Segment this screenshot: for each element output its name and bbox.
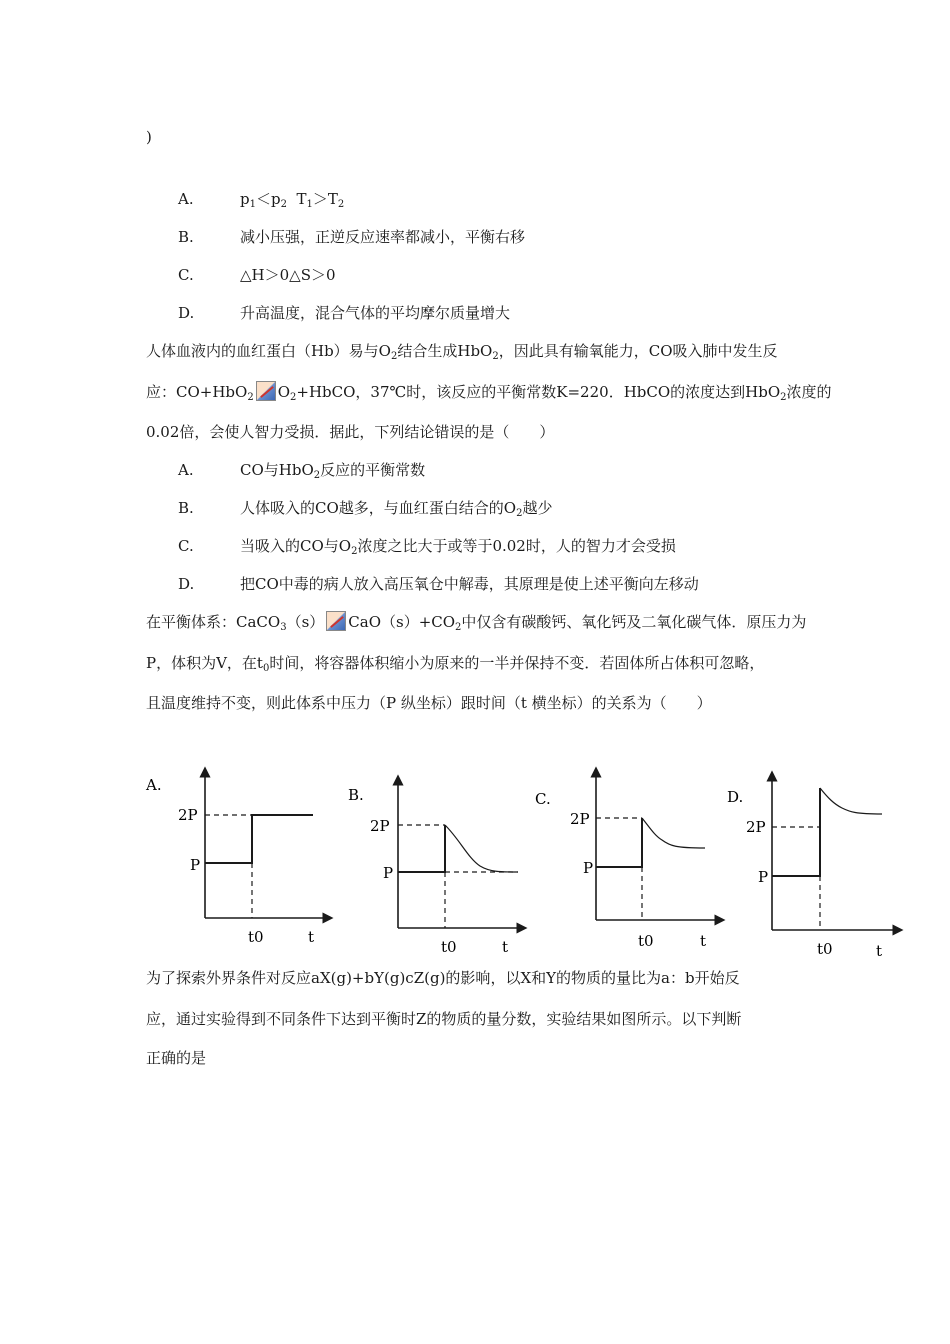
q1-option-c-text: △H＞0△S＞0 <box>240 266 336 284</box>
graph-a-xtick-t0: t0 <box>248 928 264 946</box>
q1-option-a-letter: A. <box>178 190 194 208</box>
graph-d <box>727 776 898 960</box>
q2-option-c-text: 当吸入的CO与$O_2$浓度之比大于或等于0.02时，人的智力才会受损 <box>240 537 676 557</box>
graph-b-decay-curve <box>445 825 518 872</box>
graph-d-label: D. <box>727 788 744 806</box>
graph-b-xtick-t0: t0 <box>441 938 457 956</box>
q2-option-a-letter: A. <box>178 461 194 479</box>
graph-b-xtick-t: t <box>502 938 509 956</box>
graph-d-step <box>772 788 820 876</box>
q3-graphs <box>0 760 950 970</box>
q1-option-d-letter: D. <box>178 304 195 322</box>
q3-stem-line-2: P，体积为V，在$t_0$时间，将容器体积缩小为原来的一半并保持不变．若固体所占体积可忽略， <box>146 654 765 674</box>
q2-stem-line-3: 0.02倍，会使人智力受损．据此，下列结论错误的是（ ） <box>146 423 555 441</box>
graph-a-ytick-p: P <box>190 856 201 874</box>
paren-fragment: ) <box>146 128 152 146</box>
q1-option-c-letter: C. <box>178 266 194 284</box>
graph-a-ytick-2p: 2P <box>178 806 198 824</box>
graph-b-ytick-p: P <box>383 864 394 882</box>
graph-d-decay-curve <box>820 788 882 814</box>
q2-option-c-letter: C. <box>178 537 194 555</box>
graph-a-xtick-t: t <box>308 928 315 946</box>
graph-d-xtick-t0: t0 <box>817 940 833 958</box>
q1-option-b-letter: B. <box>178 228 194 246</box>
graph-d-ytick-2p: 2P <box>746 818 766 836</box>
graph-b-label: B. <box>348 786 364 804</box>
graph-c <box>535 772 720 950</box>
q4-stem-line-2: 应，通过实验得到不同条件下达到平衡时Z的物质的量分数，实验结果如图所示。以下判断 <box>146 1010 742 1028</box>
graph-b-step <box>398 825 445 872</box>
graph-c-decay-curve <box>642 818 705 848</box>
q3-stem-line-3: 且温度维持不变，则此体系中压力（P 纵坐标）跟时间（t 横坐标）的关系为（ ） <box>146 694 712 712</box>
q2-stem-line-2: 应：CO+HbO$_2$ $O_2+HbCO$，37℃时，该反应的平衡常数K=220．HbCO的浓度达到HbO$_2$浓度的 <box>146 383 832 403</box>
graph-c-step <box>596 818 642 867</box>
equilibrium-arrow-icon <box>256 381 276 401</box>
q1-option-d-text: 升高温度，混合气体的平均摩尔质量增大 <box>240 304 511 322</box>
graph-a <box>145 772 328 946</box>
q1-option-a-text: $p_1<p_2$ $T_1>T_2$ <box>240 190 345 210</box>
graph-c-xtick-t: t <box>700 932 707 950</box>
q2-option-b-text: 人体吸入的CO越多，与血红蛋白结合的$O_2$越少 <box>240 499 553 519</box>
q1-option-b-text: 减小压强，正逆反应速率都减小，平衡右移 <box>240 228 526 246</box>
graph-a-label: A. <box>146 776 162 794</box>
graph-a-curve <box>205 815 313 863</box>
graph-b <box>348 780 522 956</box>
q4-stem-line-1: 为了探索外界条件对反应aX(g)+bY(g)cZ(g)的影响，以X和Y的物质的量比为a：b开始反 <box>146 969 740 987</box>
graph-b-ytick-2p: 2P <box>370 817 390 835</box>
graph-c-label: C. <box>535 790 551 808</box>
graph-c-ytick-p: P <box>583 859 594 877</box>
q2-option-a-text: CO与HbO$_2$反应的平衡常数 <box>240 461 426 481</box>
graph-d-ytick-p: P <box>758 868 769 886</box>
q3-stem-line-1: 在平衡体系：CaCO$_3$（s） $CaO(s)+CO_2$中仅含有碳酸钙、氧化钙及二氧化碳气体．原压力为 <box>146 613 807 633</box>
graph-d-xtick-t: t <box>876 942 883 960</box>
graph-c-xtick-t0: t0 <box>638 932 654 950</box>
q4-stem-line-3: 正确的是 <box>146 1049 207 1067</box>
q2-option-d-letter: D. <box>178 575 195 593</box>
q2-stem-line-1: 人体血液内的血红蛋白（Hb）易与$O_2$结合生成HbO$_2$，因此具有输氧能力，CO吸入肺中发生反 <box>146 342 778 362</box>
equilibrium-arrow-icon <box>326 611 346 631</box>
graph-c-ytick-2p: 2P <box>570 810 590 828</box>
q2-option-b-letter: B. <box>178 499 194 517</box>
q2-option-d-text: 把CO中毒的病人放入高压氧仓中解毒，其原理是使上述平衡向左移动 <box>240 575 699 593</box>
